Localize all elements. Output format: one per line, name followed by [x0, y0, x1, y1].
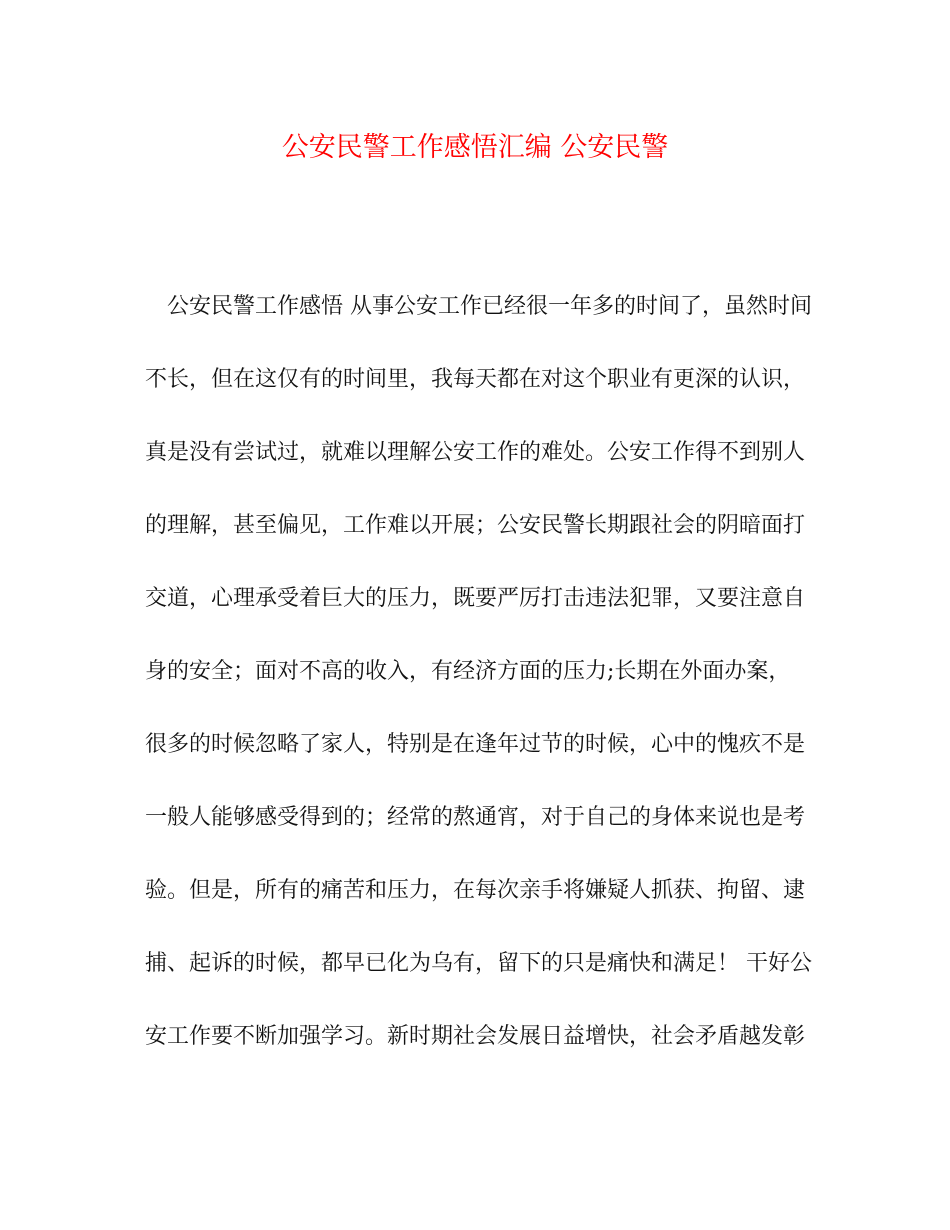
body-line: 的理解，甚至偏见，工作难以开展；公安民警长期跟社会的阴暗面打: [145, 513, 806, 538]
body-line: 真是没有尝试过，就难以理解公安工作的难处。公安工作得不到别人: [145, 440, 806, 465]
document-title: 公安民警工作感悟汇编 公安民警: [281, 132, 669, 163]
body-line: 很多的时候忽略了家人，特别是在逢年过节的时候，心中的愧疚不是: [145, 732, 806, 757]
body-line: 一般人能够感受得到的；经常的熬通宵，对于自己的身体来说也是考: [145, 805, 806, 830]
body-line: 安工作要不断加强学习。新时期社会发展日益增快，社会矛盾越发彰: [145, 1024, 806, 1049]
body-line: 公安民警工作感悟 从事公安工作已经很一年多的时间了，虽然时间: [145, 294, 812, 319]
body-line: 身的安全；面对不高的收入，有经济方面的压力;长期在外面办案，: [145, 659, 791, 684]
body-line: 交道，心理承受着巨大的压力，既要严厉打击违法犯罪，又要注意自: [145, 586, 806, 611]
body-line: 不长，但在这仅有的时间里，我每天都在对这个职业有更深的认识，: [145, 367, 806, 392]
body-text: [145, 284, 815, 1087]
body-line: 验。但是，所有的痛苦和压力，在每次亲手将嫌疑人抓获、拘留、逮: [145, 878, 806, 903]
body-line: 捕、起诉的时候，都早已化为乌有，留下的只是痛快和满足！ 干好公: [145, 951, 812, 976]
